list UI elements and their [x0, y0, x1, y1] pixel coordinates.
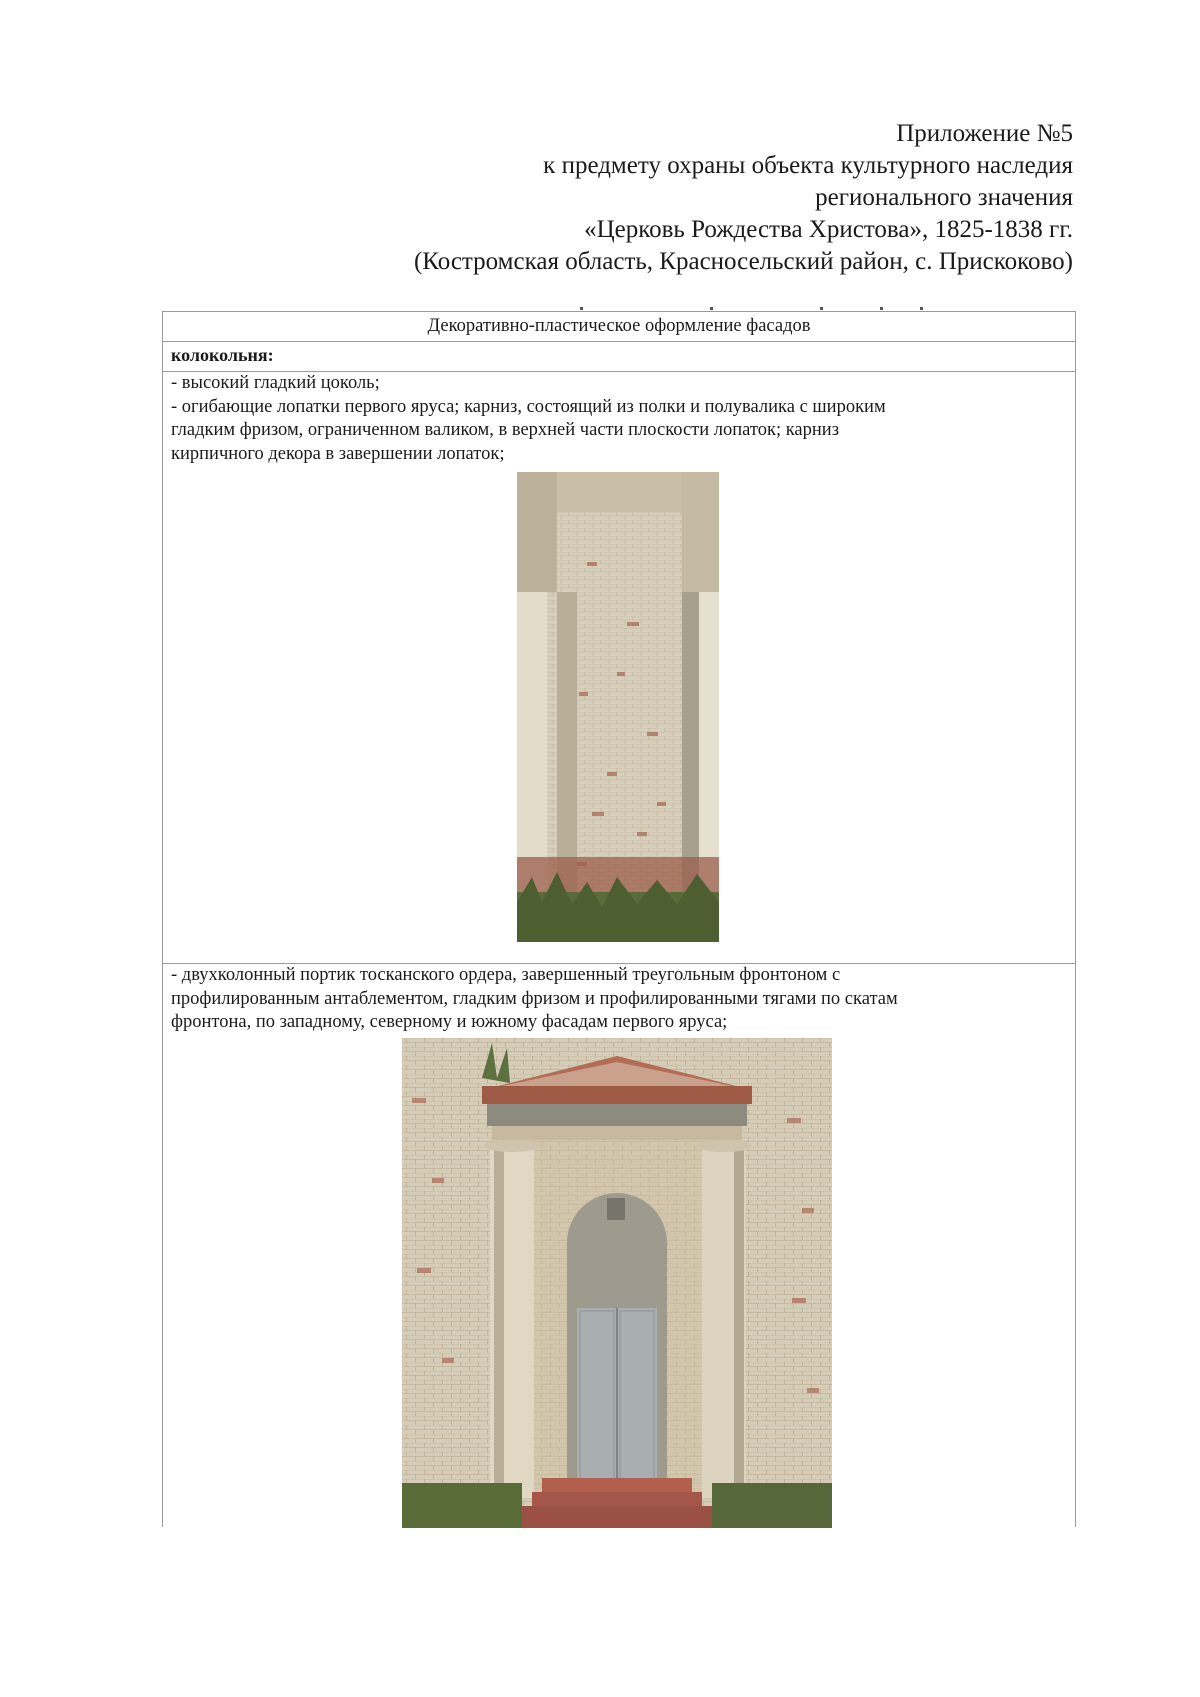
table-row-tuscan-portico — [163, 963, 1075, 1527]
header-significance-line: регионального значения — [815, 184, 1073, 211]
photo-bell-tower-pilasters — [517, 472, 719, 942]
appendix-number: Приложение №5 — [896, 120, 1073, 147]
protection-table — [162, 311, 1076, 1527]
header-location: (Костромская область, Красносельский район, с. Прискоково) — [413, 248, 1073, 275]
table-subtitle-bell-tower: колокольня: — [163, 341, 1075, 371]
row-description: - высокий гладкий цоколь; - огибающие лопатки первого яруса; карниз, состоящий из полки и полувалика с широким гладким фризом, ограниченном валиком, в верхней части плоскости лопаток; карниз кирпичного декора в завершении лопаток; — [171, 373, 886, 464]
document-header — [414, 118, 1073, 278]
header-object-name: «Церковь Рождества Христова», 1825-1838 гг. — [584, 216, 1073, 243]
table-row-plinth-pilasters — [163, 371, 1075, 963]
photo-tuscan-portico — [402, 1038, 832, 1528]
row-description: - двухколонный портик тосканского ордера, завершенный треугольным фронтоном с профилированным антаблементом, гладким фризом и профилированными тягами по скатам фронтона, по западному, северному и южному фасадам первого яруса; — [171, 965, 898, 1032]
header-subject-line: к предмету охраны объекта культурного наследия — [543, 152, 1073, 179]
table-title: Декоративно-пластическое оформление фасадов — [163, 311, 1075, 341]
